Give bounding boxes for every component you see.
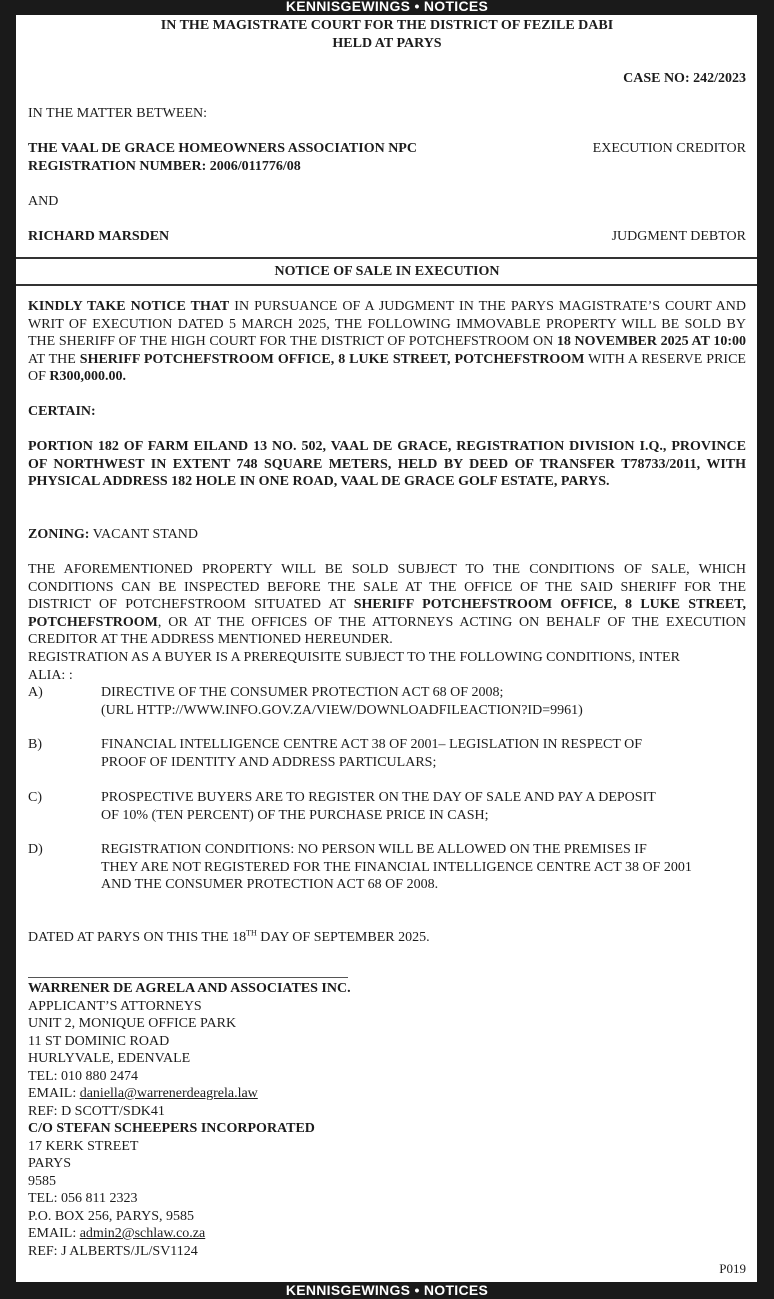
top-banner: KENNISGEWINGS • NOTICES (285, 0, 489, 14)
bottom-banner: KENNISGEWINGS • NOTICES (285, 1282, 489, 1298)
signature-line (28, 977, 348, 978)
divider-top (16, 257, 757, 259)
condition-b-line2: PROOF OF IDENTITY AND ADDRESS PARTICULARS; (101, 755, 437, 770)
conditions-place: SHERIFF POTCHEFSTROOM OFFICE, 8 LUKE STREET, POTCHEFSTROOM (28, 597, 746, 630)
correspondent-pobox: P.O. BOX 256, PARYS, 9585 (28, 1209, 194, 1224)
attorney-tel: TEL: 010 880 2474 (28, 1069, 139, 1084)
divider-bottom (16, 284, 757, 286)
condition-d-line3: AND THE CONSUMER PROTECTION ACT 68 OF 2008. (101, 877, 439, 892)
condition-b-label: B) (28, 737, 42, 752)
zoning: ZONING: VACANT STAND (28, 527, 199, 542)
attorney-role: APPLICANT’S ATTORNEYS (28, 999, 202, 1014)
dated-line: DATED AT PARYS ON THIS THE 18TH DAY OF SEPTEMBER 2025. (28, 928, 430, 945)
attorney-address-1: UNIT 2, MONIQUE OFFICE PARK (28, 1016, 237, 1031)
attorney-firm: WARRENER DE AGRELA AND ASSOCIATES INC. (28, 981, 351, 996)
matter-between: IN THE MATTER BETWEEN: (28, 106, 207, 121)
correspondent-address-2: PARYS (28, 1156, 72, 1171)
condition-a-label: A) (28, 685, 43, 700)
condition-d-line1: REGISTRATION CONDITIONS: NO PERSON WILL BE ALLOWED ON THE PREMISES IF (101, 842, 647, 857)
condition-c-line2: OF 10% (TEN PERCENT) OF THE PURCHASE PRICE IN CASH; (101, 808, 489, 823)
condition-c-line1: PROSPECTIVE BUYERS ARE TO REGISTER ON THE DAY OF SALE AND PAY A DEPOSIT (101, 790, 656, 805)
attorney-email-link[interactable]: daniella@warrenerdeagrela.law (79, 1086, 258, 1101)
registration-conditions-line2: ALIA: : (28, 668, 73, 683)
condition-d-line2: THEY ARE NOT REGISTERED FOR THE FINANCIAL INTELLIGENCE CENTRE ACT 38 OF 2001 (101, 860, 692, 875)
notice-sheet (16, 15, 757, 1282)
debtor-name: RICHARD MARSDEN (28, 229, 170, 244)
correspondent-address-1: 17 KERK STREET (28, 1139, 139, 1154)
condition-d-label: D) (28, 842, 43, 857)
registration-number: REGISTRATION NUMBER: 2006/011776/08 (28, 159, 301, 174)
correspondent-firm: C/O STEFAN SCHEEPERS INCORPORATED (28, 1121, 315, 1136)
attorney-ref: REF: D SCOTT/SDK41 (28, 1104, 165, 1119)
condition-a-line2: (URL HTTP://WWW.INFO.GOV.ZA/VIEW/DOWNLOADFILEACTION?ID=9961) (101, 703, 583, 718)
page-code: P019 (719, 1261, 746, 1276)
conditions-paragraph: THE AFOREMENTIONED PROPERTY WILL BE SOLD SUBJECT TO THE CONDITIONS OF SALE, WHICH CONDITIONS CAN BE INSPECTED BEFORE THE SALE AT THE OFFICE OF THE SAID SHERIFF FOR THE DISTRICT OF POTCHEFSTROOM SITUATED AT SHERIFF POTCHEFSTROOM OFFICE, 8 LUKE STREET, POTCHEFSTROOM, OR AT THE OFFICES OF THE ATTORNEYS ACTING ON BEHALF OF THE EXECUTION CREDITOR AT THE ADDRESS MENTIONED HEREUNDER. (28, 562, 746, 648)
correspondent-email: EMAIL: admin2@schlaw.co.za (28, 1226, 206, 1241)
creditor-role: EXECUTION CREDITOR (592, 141, 746, 156)
notice-title: NOTICE OF SALE IN EXECUTION (274, 264, 500, 279)
intro-paragraph: KINDLY TAKE NOTICE THAT IN PURSUANCE OF A JUDGMENT IN THE PARYS MAGISTRATE’S COURT AND WRIT OF EXECUTION DATED 5 MARCH 2025, THE FOLLOWING IMMOVABLE PROPERTY WILL BE SOLD BY THE SHERIFF OF THE HIGH COURT FOR THE DISTRICT OF POTCHEFSTROOM ON 18 NOVEMBER 2025 AT 10:00 AT THE SHERIFF POTCHEFSTROOM OFFICE, 8 LUKE STREET, POTCHEFSTROOM WITH A RESERVE PRICE OF R300,000.00. (28, 299, 747, 385)
correspondent-address-3: 9585 (28, 1174, 56, 1189)
case-number: CASE NO: 242/2023 (623, 71, 746, 86)
held-at: HELD AT PARYS (332, 36, 442, 51)
correspondent-email-link[interactable]: admin2@schlaw.co.za (79, 1226, 206, 1241)
court-title: IN THE MAGISTRATE COURT FOR THE DISTRICT OF FEZILE DABI (160, 18, 614, 33)
correspondent-ref: REF: J ALBERTS/JL/SV1124 (28, 1244, 198, 1259)
correspondent-tel: TEL: 056 811 2323 (28, 1191, 138, 1206)
attorney-email: EMAIL: daniella@warrenerdeagrela.law (28, 1086, 258, 1101)
registration-conditions-line1: REGISTRATION AS A BUYER IS A PREREQUISITE SUBJECT TO THE FOLLOWING CONDITIONS, INTER (28, 650, 680, 665)
condition-b-line1: FINANCIAL INTELLIGENCE CENTRE ACT 38 OF 2001– LEGISLATION IN RESPECT OF (101, 737, 643, 752)
property-description: PORTION 182 OF FARM EILAND 13 NO. 502, VAAL DE GRACE, REGISTRATION DIVISION I.Q., PROVINCE OF NORTHWEST IN EXTENT 748 SQUARE METERS, HELD BY DEED OF TRANSFER T78733/2011, WITH PHYSICAL ADDRESS 182 HOLE IN ONE ROAD, VAAL DE GRACE GOLF ESTATE, PARYS. (28, 439, 746, 490)
attorney-address-2: 11 ST DOMINIC ROAD (28, 1034, 170, 1049)
condition-c-label: C) (28, 790, 42, 805)
and-label: AND (28, 194, 59, 209)
creditor-name: THE VAAL DE GRACE HOMEOWNERS ASSOCIATION NPC (28, 141, 417, 156)
sale-place: SHERIFF POTCHEFSTROOM OFFICE, 8 LUKE STREET, POTCHEFSTROOM (79, 351, 585, 367)
debtor-role: JUDGMENT DEBTOR (611, 229, 746, 244)
certain-label: CERTAIN: (28, 404, 96, 419)
attorney-address-3: HURLYVALE, EDENVALE (28, 1051, 191, 1066)
intro-bold: KINDLY TAKE NOTICE THAT (28, 299, 230, 314)
condition-a-line1: DIRECTIVE OF THE CONSUMER PROTECTION ACT 68 OF 2008; (101, 685, 504, 700)
reserve-price: R300,000.00. (49, 369, 127, 385)
sale-date: 18 NOVEMBER 2025 AT 10:00 (556, 334, 747, 350)
